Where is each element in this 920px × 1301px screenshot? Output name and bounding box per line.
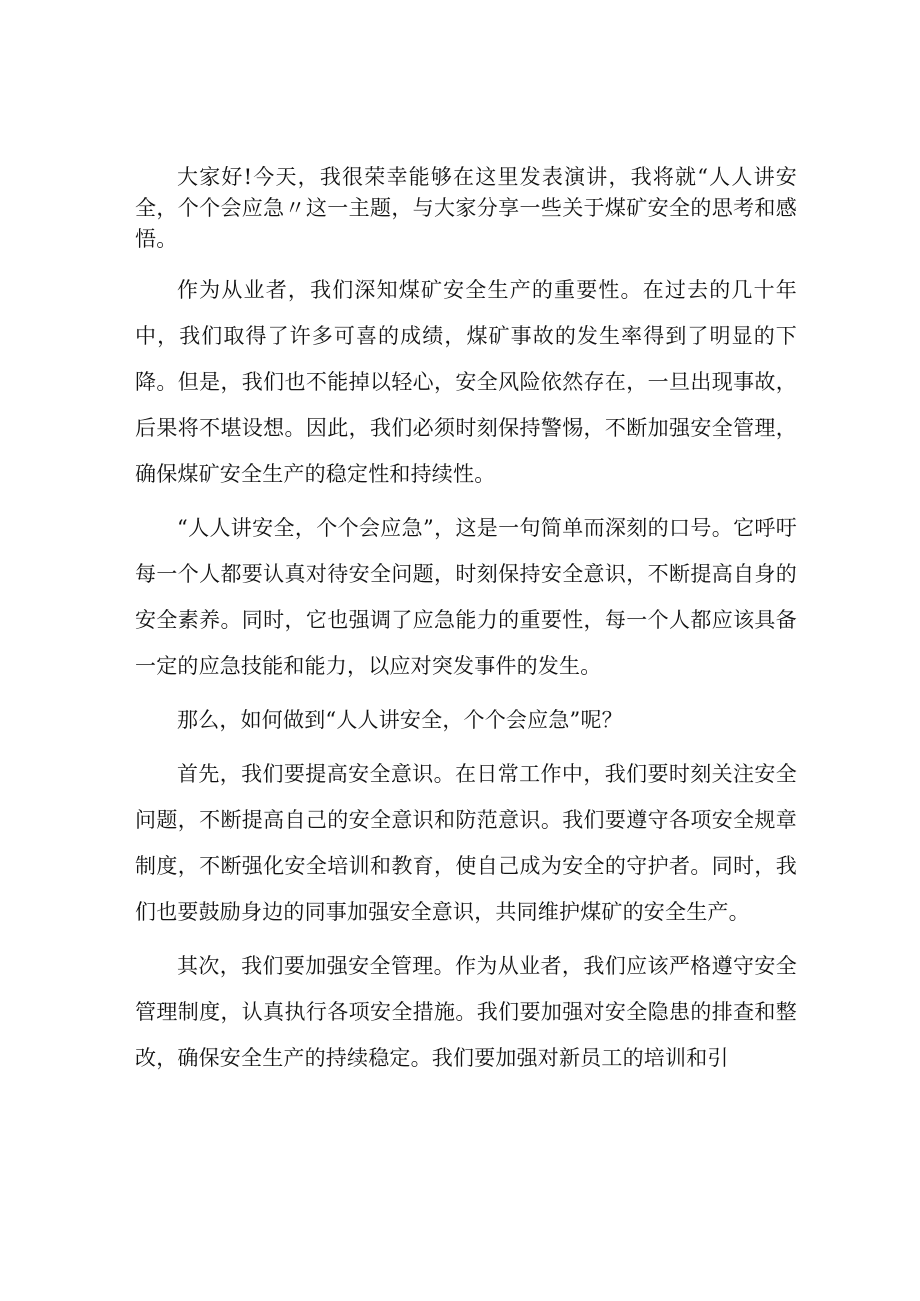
document-body <box>135 162 797 1089</box>
paragraph-opening: 大家好!今天，我很荣幸能够在这里发表演讲，我将就“人人讲安全，个个会应急〃这一主题，与大家分享一些关于煤矿安全的思考和感悟。 <box>135 165 797 251</box>
paragraph-question: 那么，如何做到“人人讲安全，个个会应急”呢？ <box>177 708 623 732</box>
paragraph-first-point: 首先，我们要提高安全意识。在日常工作中，我们要时刻关注安全问题，不断提高自己的安全意识和防范意识。我们要遵守各项安全规章制度，不断强化安全培训和教育，使自己成为安全的守护者。同时，我们也要鼓励身边的同事加强安全意识，共同维护煤矿的安全生产。 <box>135 762 797 924</box>
paragraph-slogan: “人人讲安全，个个会应急”，这是一句简单而深刻的口号。它呼吁每一个人都要认真对待安全问题，时刻保持安全意识，不断提高自身的安全素养。同时，它也强调了应急能力的重要性，每一个人都应该具备一定的应急技能和能力，以应对突发事件的发生。 <box>135 516 797 678</box>
paragraph-second-point: 其次，我们要加强安全管理。作为从业者，我们应该严格遵守安全管理制度，认真执行各项安全措施。我们要加强对安全隐患的排查和整改，确保安全生产的持续稳定。我们要加强对新员工的培训和引 <box>135 954 797 1070</box>
paragraph-importance: 作为从业者，我们深知煤矿安全生产的重要性。在过去的几十年中，我们取得了许多可喜的成绩，煤矿事故的发生率得到了明显的下降。但是，我们也不能掉以轻心，安全风险依然存在，一旦出现事故，后果将不堪设想。因此，我们必须时刻保持警惕，不断加强安全管理，确保煤矿安全生产的稳定性和持续性。 <box>135 278 797 486</box>
